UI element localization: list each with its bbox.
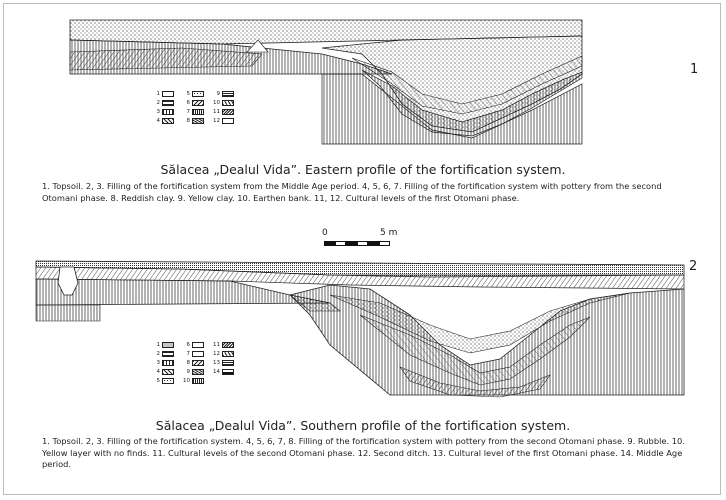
- swatch-5: [162, 378, 174, 384]
- scale-segment: [357, 241, 368, 246]
- scale-five-label: 5 m: [380, 228, 398, 238]
- scale-segment: [346, 241, 357, 246]
- scale-segment: [368, 241, 379, 246]
- legend-num: 4: [156, 368, 160, 375]
- figure-1-title: Sălacea „Dealul Vida”. Eastern profile of the fortification system.: [160, 162, 566, 177]
- legend-num: 5: [156, 377, 160, 384]
- scale-segment: [324, 241, 335, 246]
- legend-num: 10: [183, 377, 190, 384]
- swatch-11: [222, 109, 234, 115]
- swatch-10: [192, 378, 204, 384]
- swatch-10: [222, 100, 234, 106]
- swatch-4: [162, 369, 174, 375]
- swatch-9: [222, 91, 234, 97]
- legend-num: 2: [156, 99, 160, 106]
- legend-num: 6: [186, 341, 190, 348]
- swatch-2: [162, 351, 174, 357]
- swatch-8: [192, 118, 204, 124]
- legend-num: 8: [186, 117, 190, 124]
- swatch-9: [192, 369, 204, 375]
- swatch-14: [222, 369, 234, 375]
- legend-num: 13: [213, 359, 220, 366]
- legend-num: 9: [186, 368, 190, 375]
- scale-segment: [335, 241, 346, 246]
- legend-southern: [152, 340, 240, 385]
- legend-num: 7: [186, 350, 190, 357]
- legend-num: 6: [186, 99, 190, 106]
- legend-num: 4: [156, 117, 160, 124]
- swatch-2: [162, 100, 174, 106]
- figure-1-caption: 1. Topsoil. 2, 3. Filling of the fortification system from the Middle Age period. 4, 5, 6, 7. Filling of the fortification system with pottery from the second Otomani phase. 8. Reddish clay. 9. Yellow clay. 10. Earthen bank. 11, 12. Cultural levels of the first Otomani phase.: [42, 181, 662, 203]
- legend-num: 5: [186, 90, 190, 97]
- swatch-7: [192, 351, 204, 357]
- legend-num: 3: [156, 108, 160, 115]
- legend-num: 8: [186, 359, 190, 366]
- swatch-8: [192, 360, 204, 366]
- scale-bar: [322, 228, 412, 250]
- swatch-6: [192, 342, 204, 348]
- swatch-12: [222, 351, 234, 357]
- legend-num: 14: [213, 368, 220, 375]
- legend-num: 3: [156, 359, 160, 366]
- swatch-3: [162, 109, 174, 115]
- legend-num: 9: [216, 90, 220, 97]
- scale-segment: [379, 241, 390, 246]
- eastern-profile-drawing: [62, 14, 592, 154]
- figure-2-caption: 1. Topsoil. 2, 3. Filling of the fortification system. 4, 5, 6, 7, 8. Filling of the fortification system with pottery from the second Otomani phase. 9. Rubble. 10. Yellow layer with no finds. 11. Cultural levels of the second Otomani phase. 12. Second ditch. 13. Cultural level of the first Otomani phase. 14. Middle Age period.: [42, 436, 685, 469]
- figure-number-2: 2: [689, 259, 698, 274]
- legend-num: 11: [213, 341, 220, 348]
- swatch-3: [162, 360, 174, 366]
- swatch-6: [192, 100, 204, 106]
- swatch-1: [162, 342, 174, 348]
- legend-num: 1: [156, 341, 160, 348]
- swatch-13: [222, 360, 234, 366]
- swatch-7: [192, 109, 204, 115]
- legend-num: 10: [213, 99, 220, 106]
- swatch-5: [192, 91, 204, 97]
- legend-num: 11: [213, 108, 220, 115]
- legend-num: 12: [213, 350, 220, 357]
- legend-num: 2: [156, 350, 160, 357]
- swatch-12: [222, 118, 234, 124]
- scale-zero-label: 0: [322, 228, 328, 238]
- southern-profile-drawing: [30, 255, 690, 405]
- legend-num: 1: [156, 90, 160, 97]
- legend-num: 12: [213, 117, 220, 124]
- legend-eastern: [152, 89, 240, 125]
- swatch-1: [162, 91, 174, 97]
- swatch-11: [222, 342, 234, 348]
- figure-2-title: Sălacea „Dealul Vida”. Southern profile of the fortification system.: [155, 418, 571, 433]
- legend-num: 7: [186, 108, 190, 115]
- figure-number-1: 1: [690, 62, 699, 77]
- swatch-4: [162, 118, 174, 124]
